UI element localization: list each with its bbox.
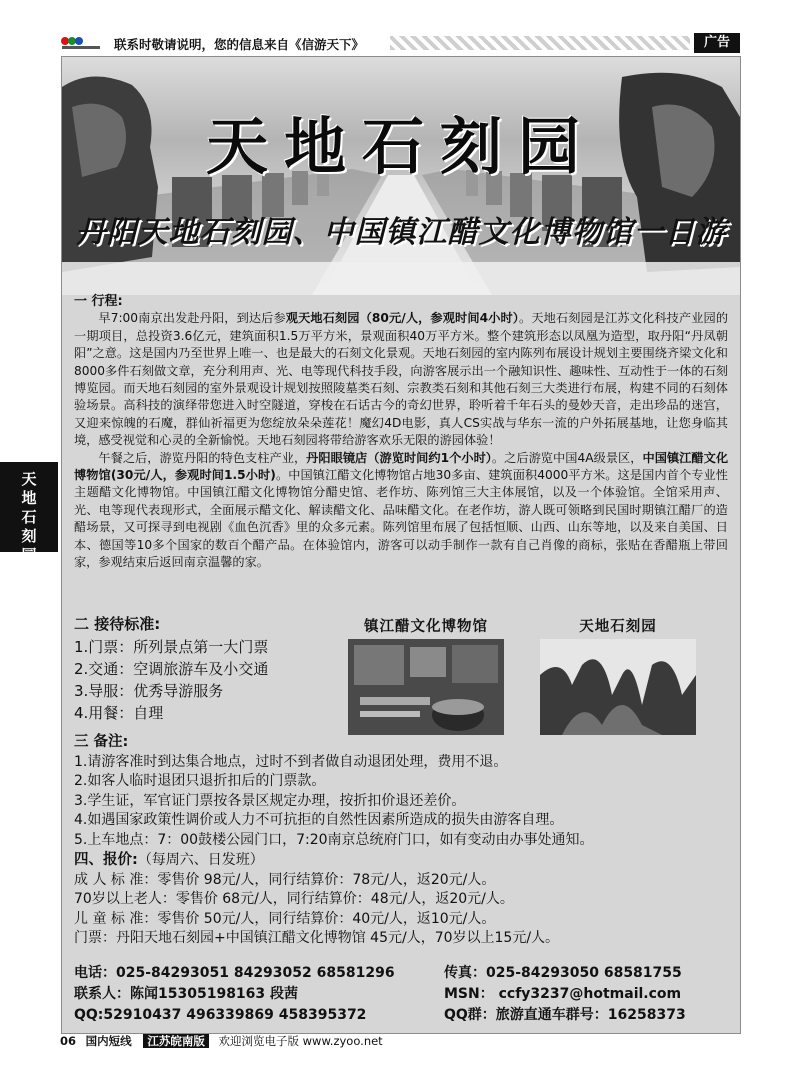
note-item: 2.如客人临时退团只退折扣后的门票款。: [74, 773, 326, 789]
reception-heading: 二 接待标准:: [74, 615, 161, 633]
fax-numbers: 传真：025-84293050 68581755: [444, 965, 682, 981]
pricing-heading: 四、报价:: [74, 852, 138, 868]
side-section-tab: [0, 462, 58, 564]
price-row: 成 人 标 准：零售价 98元/人，同行结算价：78元/人，返20元/人。: [74, 871, 496, 888]
itinerary-section: [74, 293, 728, 572]
decorative-stripes: [390, 36, 690, 50]
advertisement-panel: [61, 56, 741, 1034]
text-run: 。中国镇江醋文化博物馆占地30多亩、建筑面积4000平方米。这是国内首个专业性主题醋文化博物馆。中国镇江醋文化博物馆分醋史馆、老作坊、陈列馆三大主体展馆，以及一个体验馆。全馆采用声、光、电等现代表现形式，全面展示醋文化、解读醋文化、品味醋文化。在老作坊，游人既可领略到民国时期镇江醋厂的造醋场景，又可探寻到电视剧《血色沉香》里的众多元素。陈列馆里布展了包括恒顺、山西、山东等地，以及来自美国、日本、德国等10多个国家的数百个醋产品。在体验馆内，游客可以动手制作一款有自己肖像的商标，张贴在香醋瓶上带回家，参观结束后返回南京温馨的家。: [74, 468, 728, 570]
text-run-bold: 丹阳眼镜店（游览时间约1个小时）: [306, 450, 492, 465]
page-header: [60, 33, 740, 53]
notes-section: [74, 733, 734, 850]
text-run: 早7:00南京出发赴丹阳，到达后参: [98, 311, 286, 326]
hero-banner: [62, 57, 740, 295]
vinegar-museum-photo: [340, 615, 512, 737]
reception-item: 4.用餐：自理: [74, 704, 164, 722]
edition-badge: 江苏皖南版: [143, 1034, 209, 1048]
reception-standards: [74, 613, 354, 724]
side-tab-char: 石: [21, 508, 37, 526]
pricing-schedule: （每周六、日发班）: [137, 852, 264, 868]
reception-item: 2.交通：空调旅游车及小交通: [74, 660, 269, 678]
website-link[interactable]: 欢迎浏览电子版 www.zyoo.net: [218, 1034, 383, 1048]
photo-caption: 天地石刻园: [579, 618, 657, 635]
qq-numbers: QQ:52910437 496339869 458395372: [74, 1007, 367, 1023]
hero-subtitle: 丹阳天地石刻园、中国镇江醋文化博物馆一日游: [75, 215, 727, 250]
text-run: 。天地石刻园是江苏文化科技产业园的一期项目，总投资3.6亿元，建筑面积1.5万平方米，景观面积40万平方米。整个建筑形态以凤凰为造型，取丹阳“丹凤朝阳”之意。这是国内乃至世界上唯一、也是最大的石刻文化景观。天地石刻园的室内陈列布展设计规划主要围绕齐梁文化和8000多件石刻做文章，充分利用声、光、电等现代科技手段，向游客展示出一个融知识性、趣味性、互动性于一体的石刻博览园。而天地石刻园的室外景观设计规划按照陵墓类石刻、宗教类石刻和其他石刻三大类进行布展，构建不同的石刻体验场景。高科技的演绎带您进入时空隧道，穿梭在石话古今的奇幻世界，聆听着千年石头的曼妙天音，走出珍品的迷宫，又迎来惊魄的石魔，群仙祈福更为您绽放朵朵莲花！魔幻4D电影，真人CS实战与华东一流的户外拓展基地，让您身临其境，感受视觉和心灵的全新愉悦。天地石刻园将带给游客欢乐无限的游园体验！: [74, 311, 729, 448]
itinerary-morning: [74, 310, 728, 449]
text-run: 。之后游览中国4A级景区，: [491, 450, 643, 465]
page-footer: [60, 1033, 383, 1049]
side-tab-char: 天: [21, 470, 37, 488]
note-item: 3.学生证，军官证门票按各景区规定办理，按折扣价退还差价。: [74, 792, 466, 809]
page-number: 06: [60, 1034, 77, 1048]
hero-title: 天地石刻园: [205, 110, 596, 183]
msn-address[interactable]: MSN： ccfy3237@hotmail.com: [444, 986, 682, 1002]
side-tab-char: 刻: [21, 527, 37, 545]
note-item: 1.请游客准时到达集合地点，过时不到者做自动退团处理，费用不退。: [74, 753, 508, 770]
text-run-bold: 中国镇江醋文化博物馆(30元/人，参观时间1.5小时): [74, 450, 729, 483]
stone-park-photo: [532, 615, 704, 737]
source-notice: 联系时敬请说明，您的信息来自《信游天下》: [114, 37, 365, 52]
section-name: 国内短线: [85, 1034, 132, 1048]
ad-label: 广告: [694, 33, 740, 53]
price-row: 儿 童 标 准：零售价 50元/人，同行结算价：40元/人，返10元/人。: [74, 910, 496, 927]
publisher-logo: [60, 35, 102, 51]
side-tab-char: 地: [21, 489, 37, 507]
photo-caption: 镇江醋文化博物馆: [364, 618, 488, 635]
reception-item: 1.门票：所列景点第一大门票: [74, 638, 269, 656]
itinerary-heading: 一 行程:: [74, 294, 123, 309]
phone-numbers: 电话：025-84293051 84293052 68581296: [74, 965, 395, 981]
text-run-bold: 观天地石刻园（80元/人，参观时间4小时）: [285, 311, 520, 326]
price-row: 门票：丹阳天地石刻园+中国镇江醋文化博物馆 45元/人，70岁以上15元/人。: [74, 930, 560, 947]
side-tab-char: 园: [21, 546, 37, 564]
notes-heading: 三 备注:: [74, 734, 129, 750]
reception-item: 3.导服：优秀导游服务: [74, 682, 224, 700]
note-item: 5.上车地点：7：00鼓楼公园门口，7:20南京总统府门口，如有变动由办事处通知。: [74, 831, 594, 848]
note-item: 4.如遇国家政策性调价或人力不可抗拒的自然性因素所造成的损失由游客自理。: [74, 812, 564, 828]
itinerary-afternoon: [74, 450, 728, 572]
text-run: 午餐之后，游览丹阳的特色支柱产业，: [98, 450, 307, 465]
qq-group: QQ群：旅游直通车群号：16258373: [444, 1007, 686, 1023]
price-row: 70岁以上老人：零售价 68元/人，同行结算价：48元/人，返20元/人。: [74, 891, 514, 908]
contact-person: 联系人：陈闻15305198163 段茜: [74, 986, 299, 1002]
pricing-section: [74, 851, 734, 949]
